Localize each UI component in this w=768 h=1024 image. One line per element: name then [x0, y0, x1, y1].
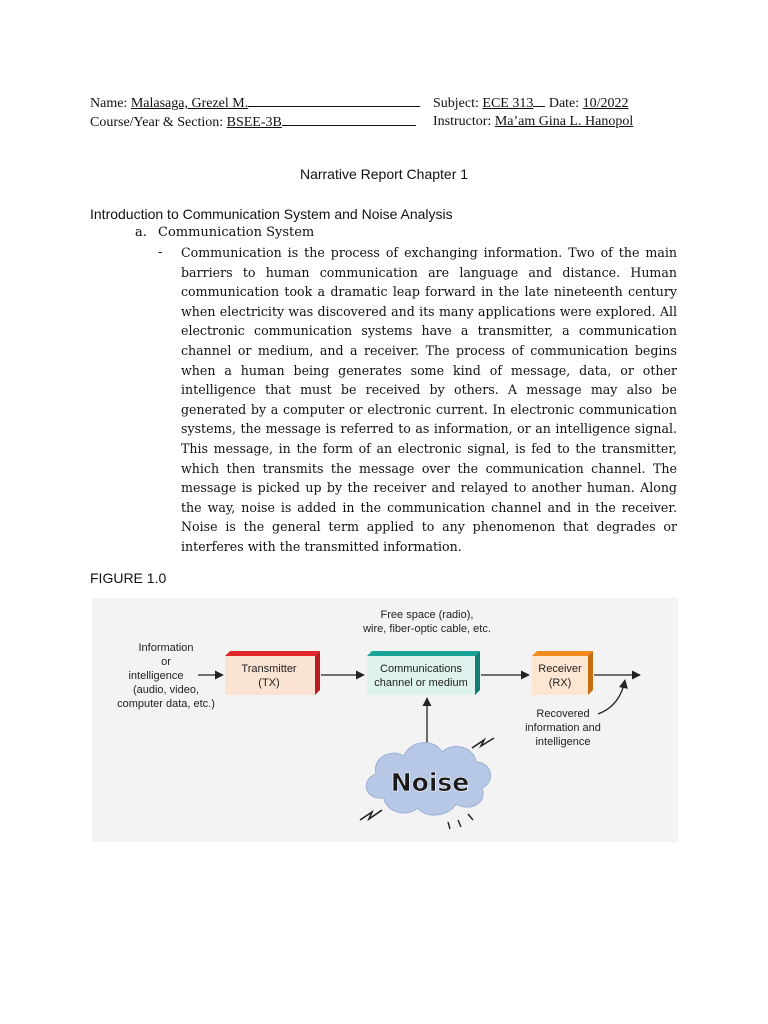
receiver-box — [532, 656, 588, 695]
transmitter-block — [225, 651, 320, 695]
section-title: Introduction to Communication System and Noise Analysis — [90, 206, 453, 222]
subject-label: Subject: — [433, 96, 479, 111]
date-label: Date: — [548, 96, 580, 111]
subsection-marker: a. — [135, 225, 147, 240]
output-label — [525, 708, 601, 748]
input-label-line: (audio, video, — [132, 684, 200, 696]
document-title: Narrative Report Chapter 1 — [299, 166, 469, 182]
channel-block — [367, 651, 480, 695]
channel-label: channel or medium — [374, 677, 468, 689]
header-instructor-row — [433, 112, 633, 131]
receiver-block — [532, 651, 593, 695]
channel-label: Communications — [380, 663, 462, 675]
instructor-label: Instructor: — [433, 114, 492, 129]
transmitter-label: Transmitter — [241, 663, 297, 675]
body-paragraph: Communication is the process of exchanging information. Two of the main barriers to human communication are language and distance. Human communication took a dramatic leap forward in the late nineteenth century when electricity was discovered and its many applications were explored. All electronic communication systems have a transmitter, a communication channel or medium, and a receiver. The process of communication begins when a human being generates some kind of message, data, or other intelligence that must be received by others. A message may also be generated by a computer or electronic current. In electronic communication systems, the message is referred to as information, or an intelligence signal. This message, in the form of an electronic signal, is fed to the transmitter, which then transmits the message over the communication channel. The message is picked up by the receiver and relayed to another human. Along the way, noise is added in the communication channel and in the receiver. Noise is the general term applied to any phenomenon that degrades or interferes with the transmitted information. — [181, 245, 677, 554]
transmitter-top-edge — [225, 651, 320, 656]
receiver-label: Receiver — [538, 663, 582, 675]
date-value: 10/2022 — [582, 96, 629, 111]
transmitter-side-edge — [315, 651, 320, 695]
output-label-line: information and — [525, 722, 601, 734]
course-label: Course/Year & Section: — [90, 115, 224, 130]
medium-examples-line: Free space (radio), — [380, 609, 474, 621]
subsection-heading — [135, 225, 314, 240]
receiver-side-edge — [588, 651, 593, 695]
header-course-row — [90, 112, 416, 132]
input-label-line: intelligence — [128, 670, 184, 682]
output-label-line: intelligence — [535, 736, 591, 748]
bullet-marker: - — [158, 245, 163, 260]
receiver-top-edge — [532, 651, 593, 656]
channel-top-edge — [367, 651, 480, 656]
noise-label: Noise — [390, 768, 470, 797]
output-label-line: Recovered — [536, 708, 590, 720]
course-underline — [282, 112, 416, 126]
transmitter-label: (TX) — [258, 677, 280, 689]
subject-underline — [533, 93, 545, 107]
course-value: BSEE-3B — [226, 115, 282, 130]
name-label: Name: — [90, 96, 128, 111]
header-subject-row — [433, 93, 629, 113]
channel-box — [367, 656, 475, 695]
subject-value: ECE 313 — [482, 96, 534, 111]
header-name-row — [90, 93, 420, 113]
subsection-title: Communication System — [158, 225, 315, 240]
input-label-line: Information — [138, 642, 194, 654]
transmitter-box — [225, 656, 315, 695]
channel-side-edge — [475, 651, 480, 695]
figure-label: FIGURE 1.0 — [90, 570, 167, 586]
medium-examples-line: wire, fiber-optic cable, etc. — [363, 623, 491, 635]
instructor-value: Ma’am Gina L. Hanopol — [494, 114, 634, 129]
receiver-label: (RX) — [548, 677, 572, 689]
communication-system-diagram — [92, 598, 678, 842]
name-value: Malasaga, Grezel M. — [130, 96, 249, 111]
input-label-line: computer data, etc.) — [117, 698, 215, 710]
input-label-line: or — [161, 656, 171, 668]
name-underline — [248, 93, 420, 107]
